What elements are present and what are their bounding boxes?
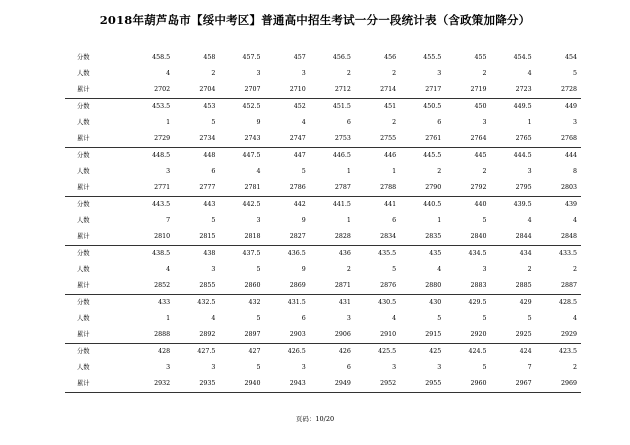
score-row	[65, 50, 581, 66]
table-cell: 2920	[445, 327, 490, 344]
table-cell: 2840	[445, 229, 490, 246]
table-cell: 456.5	[332, 54, 351, 61]
table-cell: 2888	[129, 327, 174, 344]
count-row-label: 人数	[77, 70, 90, 77]
table-cell: 441	[355, 197, 400, 214]
table-cell: 2915	[400, 327, 445, 344]
table-cell: 2	[572, 364, 577, 371]
table-cell: 444.5	[491, 148, 536, 165]
table-cell: 9	[301, 266, 306, 273]
table-cell: 3	[211, 266, 216, 273]
table-cell: 2719	[445, 82, 490, 99]
table-cell: 424	[491, 344, 536, 361]
table-cell: 2880	[400, 278, 445, 295]
table-cell: 3	[166, 168, 171, 175]
cumulative-row	[65, 327, 581, 344]
table-cell: 2704	[174, 82, 219, 99]
table-cell: 4	[572, 315, 577, 322]
table-cell: 441.5	[310, 197, 355, 214]
table-cell: 5	[211, 119, 216, 126]
table-cell: 7	[527, 364, 532, 371]
table-cell: 429	[491, 295, 536, 312]
table-cell: 2788	[355, 180, 400, 197]
table-cell: 6	[346, 119, 351, 126]
table-cell: 2810	[129, 229, 174, 246]
table-cell: 426	[310, 344, 355, 361]
table-cell: 2	[482, 168, 487, 175]
score-row-label: 分数	[65, 295, 129, 312]
table-cell: 2949	[310, 376, 355, 393]
score-row-label: 分数	[65, 99, 129, 116]
table-cell: 3	[166, 364, 171, 371]
table-cell: 2929	[536, 327, 581, 344]
table-cell: 2803	[536, 180, 581, 197]
page-title: 2018年葫芦岛市【绥中考区】普通高中招生考试一分一段统计表（含政策加降分）	[99, 13, 531, 27]
table-cell: 2910	[355, 327, 400, 344]
table-cell: 3	[437, 364, 442, 371]
table-cell: 6	[211, 168, 216, 175]
score-row	[65, 99, 581, 116]
table-cell: 434.5	[445, 246, 490, 263]
table-cell: 3	[256, 217, 261, 224]
table-cell: 426.5	[265, 344, 310, 361]
cumulative-row-label: 累计	[65, 82, 129, 99]
table-cell: 428	[129, 344, 174, 361]
table-cell: 2932	[129, 376, 174, 393]
table-cell: 456	[384, 54, 397, 61]
table-cell: 2723	[491, 82, 536, 99]
table-cell: 2743	[219, 131, 264, 148]
table-cell: 429.5	[445, 295, 490, 312]
table-cell: 445.5	[400, 148, 445, 165]
table-cell: 2781	[219, 180, 264, 197]
table-cell: 5	[572, 70, 577, 77]
table-cell: 455.5	[423, 54, 442, 61]
table-cell: 428.5	[536, 295, 581, 312]
count-row	[65, 262, 581, 278]
table-cell: 5	[392, 266, 397, 273]
count-row-label: 人数	[77, 168, 90, 175]
table-cell: 2	[572, 266, 577, 273]
table-cell: 3	[211, 364, 216, 371]
table-cell: 2	[527, 266, 532, 273]
table-cell: 458.5	[152, 54, 171, 61]
table-cell: 2883	[445, 278, 490, 295]
count-row-label: 人数	[77, 217, 90, 224]
cumulative-row	[65, 180, 581, 197]
table-cell: 435.5	[355, 246, 400, 263]
count-row-label: 人数	[77, 315, 90, 322]
table-cell: 2	[392, 119, 397, 126]
table-cell: 2855	[174, 278, 219, 295]
cumulative-row-label: 累计	[65, 376, 129, 393]
table-cell: 2753	[310, 131, 355, 148]
table-cell: 445	[445, 148, 490, 165]
table-cell: 451	[355, 99, 400, 116]
table-cell: 2892	[174, 327, 219, 344]
table-cell: 439.5	[491, 197, 536, 214]
table-cell: 6	[392, 217, 397, 224]
table-cell: 436.5	[265, 246, 310, 263]
cumulative-row-label: 累计	[65, 131, 129, 148]
table-cell: 454	[564, 54, 577, 61]
table-cell: 438	[174, 246, 219, 263]
cumulative-row	[65, 278, 581, 295]
table-cell: 2903	[265, 327, 310, 344]
table-cell: 431	[310, 295, 355, 312]
table-cell: 4	[256, 168, 261, 175]
table-cell: 5	[482, 315, 487, 322]
table-cell: 2795	[491, 180, 536, 197]
table-cell: 3	[527, 168, 532, 175]
table-cell: 425.5	[355, 344, 400, 361]
count-row-label: 人数	[77, 266, 90, 273]
table-cell: 423.5	[536, 344, 581, 361]
table-cell: 3	[301, 364, 306, 371]
table-cell: 4	[166, 266, 171, 273]
table-cell: 458	[203, 54, 216, 61]
table-cell: 2969	[536, 376, 581, 393]
score-row	[65, 246, 581, 263]
score-row	[65, 148, 581, 165]
table-cell: 2860	[219, 278, 264, 295]
table-cell: 2835	[400, 229, 445, 246]
table-cell: 2712	[310, 82, 355, 99]
cumulative-row	[65, 229, 581, 246]
table-cell: 2852	[129, 278, 174, 295]
cumulative-row-label: 累计	[65, 327, 129, 344]
table-cell: 2940	[219, 376, 264, 393]
table-cell: 451.5	[310, 99, 355, 116]
table-cell: 3	[392, 364, 397, 371]
table-cell: 1	[166, 119, 171, 126]
table-cell: 2935	[174, 376, 219, 393]
table-cell: 448	[174, 148, 219, 165]
table-cell: 439	[536, 197, 581, 214]
table-cell: 443	[174, 197, 219, 214]
page-number: 页码：10/20	[295, 415, 335, 423]
table-cell: 2729	[129, 131, 174, 148]
count-row	[65, 66, 581, 82]
table-cell: 453	[174, 99, 219, 116]
table-cell: 2887	[536, 278, 581, 295]
table-cell: 2771	[129, 180, 174, 197]
table-cell: 448.5	[129, 148, 174, 165]
table-cell: 2	[437, 168, 442, 175]
table-cell: 6	[301, 315, 306, 322]
table-cell: 9	[256, 119, 261, 126]
table-cell: 2702	[129, 82, 174, 99]
table-cell: 1	[437, 217, 442, 224]
table-cell: 453.5	[129, 99, 174, 116]
table-cell: 2952	[355, 376, 400, 393]
table-cell: 437.5	[219, 246, 264, 263]
count-row-label: 人数	[77, 119, 90, 126]
count-row	[65, 311, 581, 327]
table-cell: 5	[437, 315, 442, 322]
table-body	[65, 50, 581, 393]
table-cell: 446.5	[310, 148, 355, 165]
table-cell: 442.5	[219, 197, 264, 214]
table-cell: 2	[392, 70, 397, 77]
table-cell: 5	[256, 266, 261, 273]
table-cell: 2787	[310, 180, 355, 197]
count-row	[65, 115, 581, 131]
table-cell: 4	[301, 119, 306, 126]
table-cell: 2790	[400, 180, 445, 197]
table-cell: 427.5	[174, 344, 219, 361]
table-cell: 449.5	[491, 99, 536, 116]
count-row	[65, 213, 581, 229]
table-cell: 432.5	[174, 295, 219, 312]
table-cell: 2871	[310, 278, 355, 295]
table-cell: 4	[572, 217, 577, 224]
table-cell: 430	[400, 295, 445, 312]
table-cell: 432	[219, 295, 264, 312]
table-cell: 2876	[355, 278, 400, 295]
table-cell: 1	[527, 119, 532, 126]
table-cell: 2761	[400, 131, 445, 148]
table-cell: 5	[482, 217, 487, 224]
table-cell: 3	[482, 266, 487, 273]
cumulative-row-label: 累计	[65, 229, 129, 246]
table-cell: 2828	[310, 229, 355, 246]
table-cell: 1	[166, 315, 171, 322]
table-cell: 2755	[355, 131, 400, 148]
table-cell: 4	[437, 266, 442, 273]
table-cell: 2768	[536, 131, 581, 148]
score-row-label: 分数	[65, 148, 129, 165]
table-cell: 3	[346, 315, 351, 322]
table-cell: 2848	[536, 229, 581, 246]
table-cell: 3	[482, 119, 487, 126]
table-cell: 427	[219, 344, 264, 361]
table-cell: 442	[265, 197, 310, 214]
table-cell: 5	[482, 364, 487, 371]
table-cell: 425	[400, 344, 445, 361]
table-cell: 2792	[445, 180, 490, 197]
table-cell: 2717	[400, 82, 445, 99]
table-cell: 5	[256, 315, 261, 322]
table-cell: 5	[527, 315, 532, 322]
table-cell: 433.5	[536, 246, 581, 263]
table-cell: 434	[491, 246, 536, 263]
table-cell: 6	[346, 364, 351, 371]
table-cell: 1	[346, 217, 351, 224]
table-cell: 452	[265, 99, 310, 116]
table-cell: 2844	[491, 229, 536, 246]
table-cell: 2	[346, 70, 351, 77]
table-cell: 430.5	[355, 295, 400, 312]
table-cell: 435	[400, 246, 445, 263]
table-cell: 452.5	[219, 99, 264, 116]
table-cell: 2943	[265, 376, 310, 393]
table-cell: 447.5	[219, 148, 264, 165]
cumulative-row-label: 累计	[65, 180, 129, 197]
table-cell: 2815	[174, 229, 219, 246]
table-cell: 443.5	[129, 197, 174, 214]
table-cell: 4	[527, 217, 532, 224]
table-cell: 450	[445, 99, 490, 116]
table-cell: 2885	[491, 278, 536, 295]
score-row-label: 分数	[65, 344, 129, 361]
cumulative-row	[65, 82, 581, 99]
table-cell: 4	[392, 315, 397, 322]
score-row-label: 分数	[65, 246, 129, 263]
table-cell: 2	[482, 70, 487, 77]
table-cell: 438.5	[129, 246, 174, 263]
table-cell: 8	[572, 168, 577, 175]
table-cell: 2955	[400, 376, 445, 393]
table-cell: 449	[536, 99, 581, 116]
score-row	[65, 344, 581, 361]
table-cell: 433	[129, 295, 174, 312]
table-cell: 2728	[536, 82, 581, 99]
table-cell: 6	[437, 119, 442, 126]
count-row	[65, 360, 581, 376]
score-row	[65, 197, 581, 214]
table-cell: 2786	[265, 180, 310, 197]
score-row	[65, 295, 581, 312]
table-cell: 2734	[174, 131, 219, 148]
table-cell: 3	[301, 70, 306, 77]
table-cell: 424.5	[445, 344, 490, 361]
score-row-label: 分数	[65, 197, 129, 214]
table-cell: 2897	[219, 327, 264, 344]
table-cell: 5	[211, 217, 216, 224]
table-cell: 455	[474, 54, 487, 61]
table-cell: 9	[301, 217, 306, 224]
table-cell: 3	[437, 70, 442, 77]
table-cell: 444	[536, 148, 581, 165]
count-row-label: 人数	[77, 364, 90, 371]
table-cell: 2818	[219, 229, 264, 246]
table-cell: 457	[293, 54, 306, 61]
table-cell: 2960	[445, 376, 490, 393]
table-cell: 2967	[491, 376, 536, 393]
table-cell: 2869	[265, 278, 310, 295]
table-cell: 4	[527, 70, 532, 77]
table-cell: 2765	[491, 131, 536, 148]
table-cell: 1	[392, 168, 397, 175]
table-cell: 440.5	[400, 197, 445, 214]
table-cell: 4	[166, 70, 171, 77]
count-row	[65, 164, 581, 180]
table-cell: 5	[256, 364, 261, 371]
table-cell: 3	[572, 119, 577, 126]
table-cell: 2906	[310, 327, 355, 344]
table-cell: 431.5	[265, 295, 310, 312]
table-cell: 7	[166, 217, 171, 224]
score-row-label: 分数	[77, 54, 90, 61]
table-cell: 2834	[355, 229, 400, 246]
table-cell: 2827	[265, 229, 310, 246]
cumulative-row	[65, 376, 581, 393]
table-cell: 3	[256, 70, 261, 77]
table-cell: 436	[310, 246, 355, 263]
table-cell: 2714	[355, 82, 400, 99]
table-cell: 440	[445, 197, 490, 214]
table-cell: 2	[346, 266, 351, 273]
cumulative-row-label: 累计	[65, 278, 129, 295]
cumulative-row	[65, 131, 581, 148]
table-cell: 2777	[174, 180, 219, 197]
table-cell: 447	[265, 148, 310, 165]
score-distribution-table	[65, 50, 581, 393]
table-cell: 5	[301, 168, 306, 175]
table-cell: 454.5	[513, 54, 532, 61]
table-cell: 446	[355, 148, 400, 165]
table-cell: 2764	[445, 131, 490, 148]
table-cell: 450.5	[400, 99, 445, 116]
table-cell: 2710	[265, 82, 310, 99]
table-cell: 2925	[491, 327, 536, 344]
table-cell: 4	[211, 315, 216, 322]
table-cell: 1	[346, 168, 351, 175]
table-cell: 2747	[265, 131, 310, 148]
table-cell: 2707	[219, 82, 264, 99]
table-cell: 457.5	[242, 54, 261, 61]
table-cell: 2	[211, 70, 216, 77]
